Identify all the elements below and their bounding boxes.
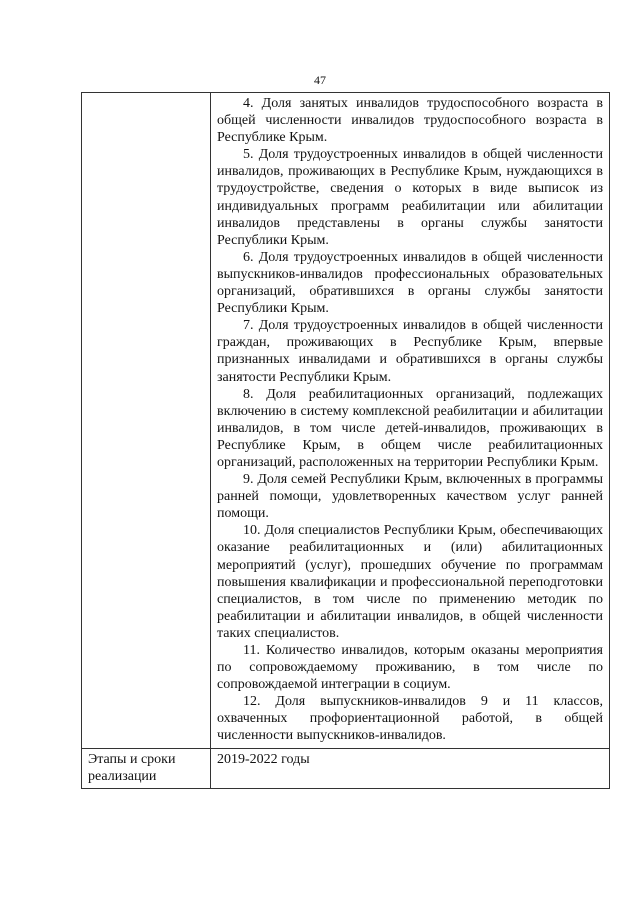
indicator-item [217,249,603,317]
indicator-number: 10. [243,523,261,539]
row-label-cell [82,93,211,749]
indicator-item [217,146,603,249]
indicator-text: Доля реабилитационных организаций, подлежащих включению в систему комплексной реабилитации и абилитации инвалидов, в том числе детей-инвалидов, проживающих в Республике Крым, в общем числе реабилитационных организаций, расположенных на территории Республики Крым. [217,386,604,470]
indicator-text: Количество инвалидов, которым оказаны мероприятия по сопровождаемому проживанию, в том числе по сопровождаемой интеграции в социум. [217,643,603,693]
indicators-cell [211,93,610,749]
indicator-number: 5. [243,147,254,163]
indicator-text: Доля семей Республики Крым, включенных в программы ранней помощи, удовлетворенных качеством услуг ранней помощи. [217,472,604,522]
indicator-item [217,386,603,471]
indicator-item [217,693,603,744]
indicator-number: 7. [243,318,254,334]
stages-label: Этапы и сроки реализации [82,748,211,788]
indicator-text: Доля специалистов Республики Крым, обеспечивающих оказание реабилитационных и (или) абилитационных мероприятий (услуг), прошедших обучение по программам повышения квалификации и профессиональной переподготовки специалистов, в том числе по применению методик по реабилитации и абилитации инвалидов, в общей численности таких специалистов. [217,523,603,641]
indicator-number: 12. [243,694,261,710]
indicator-item [217,317,603,385]
indicator-text: Доля занятых инвалидов трудоспособного возраста в общей численности инвалидов трудоспособного возраста в Республике Крым. [217,96,603,146]
program-passport-table [81,92,610,789]
indicator-number: 9. [243,472,254,488]
indicator-text: Доля трудоустроенных инвалидов в общей численности выпускников-инвалидов профессиональных образовательных организаций, обратившихся в органы службы занятости Республики Крым. [217,249,604,317]
indicator-text: Доля трудоустроенных инвалидов в общей численности граждан, проживающих в Республике Крым, впервые признанных инвалидами и обратившихся в органы службы занятости Республики Крым. [217,318,604,385]
indicator-number: 4. [243,96,254,111]
page-number: 47 [314,73,326,87]
table-row-indicators [82,93,610,749]
indicator-item [217,522,603,642]
indicator-item [217,471,603,522]
indicator-number: 6. [243,249,254,265]
table-row-stages [82,748,610,788]
indicator-item [217,642,603,693]
indicator-text: Доля трудоустроенных инвалидов в общей численности инвалидов, проживающих в Республике Крым, нуждающихся в трудоустройстве, сведения о которых в виде выписок из индивидуальных программ реабилитации или абилитации инвалидов представлены в органы службы занятости Республики Крым. [217,147,604,248]
indicator-number: 8. [243,386,254,402]
stages-value: 2019-2022 годы [211,748,610,788]
indicator-text: Доля выпускников-инвалидов 9 и 11 классов, охваченных профориентационной работой, в общей численности выпускников-инвалидов. [217,694,604,744]
indicator-number: 11. [243,643,260,658]
indicator-item [217,95,603,146]
